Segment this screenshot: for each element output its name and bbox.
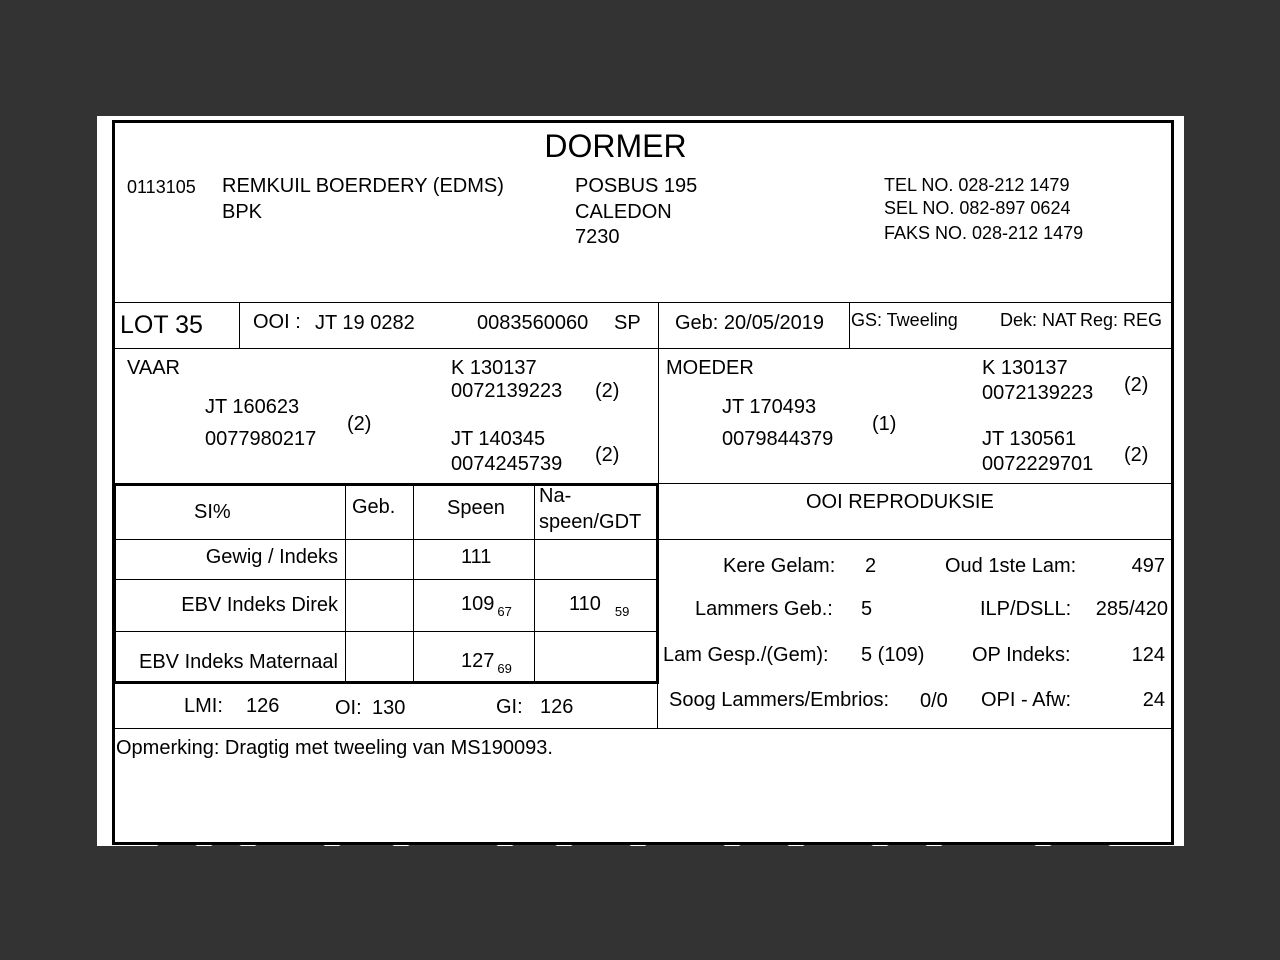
table-border (114, 484, 116, 684)
cropped-footer-text (157, 840, 1137, 846)
vaar-id: JT 160623 (205, 396, 300, 418)
oi-value: 130 (372, 697, 406, 719)
row-speen-value: 111 (461, 546, 492, 568)
moeder-mark: (1) (872, 413, 897, 435)
divider (114, 728, 1172, 729)
kere-gelam-label: Kere Gelam: (723, 555, 836, 577)
moeder-dam-number: 0072229701 (982, 453, 1094, 475)
divider (114, 348, 1172, 349)
vaar-number: 0077980217 (205, 428, 317, 450)
divider (658, 302, 659, 348)
moeder-sire-number: 0072139223 (982, 382, 1094, 404)
si-header: SI% (194, 501, 231, 523)
vaar-label: VAAR (127, 357, 180, 379)
frame-left (112, 120, 115, 844)
owner-name-line1: REMKUIL BOERDERY (EDMS) (222, 175, 504, 197)
ooi-id: JT 19 0282 (315, 312, 415, 334)
divider (658, 348, 659, 484)
tel-number: TEL NO. 028-212 1479 (884, 175, 1070, 195)
lam-gesp-value: 5 (109) (861, 644, 925, 666)
geb-header: Geb. (352, 496, 396, 518)
lammers-geb-value: 5 (861, 598, 873, 620)
op-indeks-label: OP Indeks: (972, 644, 1071, 666)
owner-name-line2: BPK (222, 201, 263, 223)
lammers-geb-label: Lammers Geb.: (695, 598, 833, 620)
oi-label: OI: (335, 697, 362, 719)
ilp-dsll-label: ILP/DSLL: (980, 598, 1072, 620)
vaar-sire-number: 0072139223 (451, 380, 563, 402)
vaar-dam-id: JT 140345 (451, 428, 546, 450)
naspeen-header-line1: Na- (539, 485, 572, 507)
soog-lammers-value: 0/0 (920, 690, 948, 712)
row-label: Gewig / Indeks (205, 546, 338, 568)
lot-card (97, 116, 1184, 846)
lot-number: LOT 35 (120, 311, 203, 339)
birth-status: GS: Tweeling (851, 310, 958, 330)
frame-right (1171, 120, 1174, 844)
divider (114, 539, 657, 540)
moeder-id: JT 170493 (722, 396, 817, 418)
divider (114, 631, 657, 632)
moeder-dam-id: JT 130561 (982, 428, 1077, 450)
gi-value: 126 (540, 696, 574, 718)
table-border (114, 681, 658, 684)
divider (114, 302, 1172, 303)
frame-top (112, 120, 1172, 123)
address-line1: POSBUS 195 (575, 175, 698, 197)
ilp-dsll-value: 285/420 (1095, 598, 1168, 620)
breed-title: DORMER (544, 128, 687, 164)
faks-number: FAKS NO. 028-212 1479 (884, 223, 1084, 243)
table-border (656, 484, 659, 684)
divider (657, 539, 1172, 540)
vaar-dam-mark: (2) (595, 444, 620, 466)
row-naspeen-value: 110 $_{59}$ (569, 593, 630, 619)
vaar-mark: (2) (347, 413, 372, 435)
address-line2: CALEDON (575, 201, 672, 223)
vaar-sire-mark: (2) (595, 380, 620, 402)
soog-lammers-label: Soog Lammers/Embrios: (669, 689, 890, 711)
row-speen-value: 109 $_{67}$ (461, 593, 512, 619)
moeder-sire-mark: (2) (1124, 374, 1149, 396)
gi-label: GI: (496, 696, 523, 718)
op-indeks-value: 124 (1131, 644, 1165, 666)
oud-1ste-lam-label: Oud 1ste Lam: (945, 555, 1077, 577)
moeder-number: 0079844379 (722, 428, 834, 450)
reproduction-title: OOI REPRODUKSIE (806, 491, 994, 513)
divider (849, 302, 850, 348)
naspeen-header-line2: speen/GDT (539, 511, 642, 533)
moeder-label: MOEDER (666, 357, 754, 379)
divider (239, 302, 240, 348)
registration: Reg: REG (1080, 310, 1163, 330)
remark-text: Opmerking: Dragtig met tweeling van MS190093. (116, 737, 553, 759)
ooi-number: 0083560060 (477, 312, 589, 334)
row-speen-accuracy: 69 (497, 661, 512, 676)
row-speen-value: 127 $_{69}$ (461, 650, 512, 676)
vaar-sire-id: K 130137 (451, 357, 537, 379)
ooi-label: OOI : (253, 311, 301, 333)
divider (534, 484, 535, 682)
divider (114, 579, 657, 580)
member-number: 0113105 (127, 177, 196, 197)
lam-gesp-label: Lam Gesp./(Gem): (663, 644, 829, 666)
mating-type: Dek: NAT (1000, 310, 1077, 330)
opi-afw-value: 24 (1142, 689, 1165, 711)
moeder-sire-id: K 130137 (982, 357, 1068, 379)
row-naspeen-accuracy: 59 (614, 604, 630, 619)
row-speen-accuracy: 67 (497, 604, 512, 619)
speen-header: Speen (447, 497, 505, 519)
birth-date: Geb: 20/05/2019 (675, 312, 825, 334)
vaar-dam-number: 0074245739 (451, 453, 563, 475)
address-line3: 7230 (575, 226, 620, 248)
opi-afw-label: OPI - Afw: (981, 689, 1072, 711)
kere-gelam-value: 2 (865, 555, 877, 577)
row-label: EBV Indeks Maternaal (139, 651, 338, 673)
moeder-dam-mark: (2) (1124, 444, 1149, 466)
ooi-suffix: SP (614, 312, 641, 334)
divider (413, 484, 414, 682)
divider (657, 684, 658, 729)
sel-number: SEL NO. 082-897 0624 (884, 198, 1071, 218)
table-border (114, 484, 657, 486)
lmi-label: LMI: (184, 695, 223, 717)
oud-1ste-lam-value: 497 (1131, 555, 1165, 577)
lmi-value: 126 (246, 695, 280, 717)
divider (345, 484, 346, 682)
row-label: EBV Indeks Direk (181, 594, 338, 616)
